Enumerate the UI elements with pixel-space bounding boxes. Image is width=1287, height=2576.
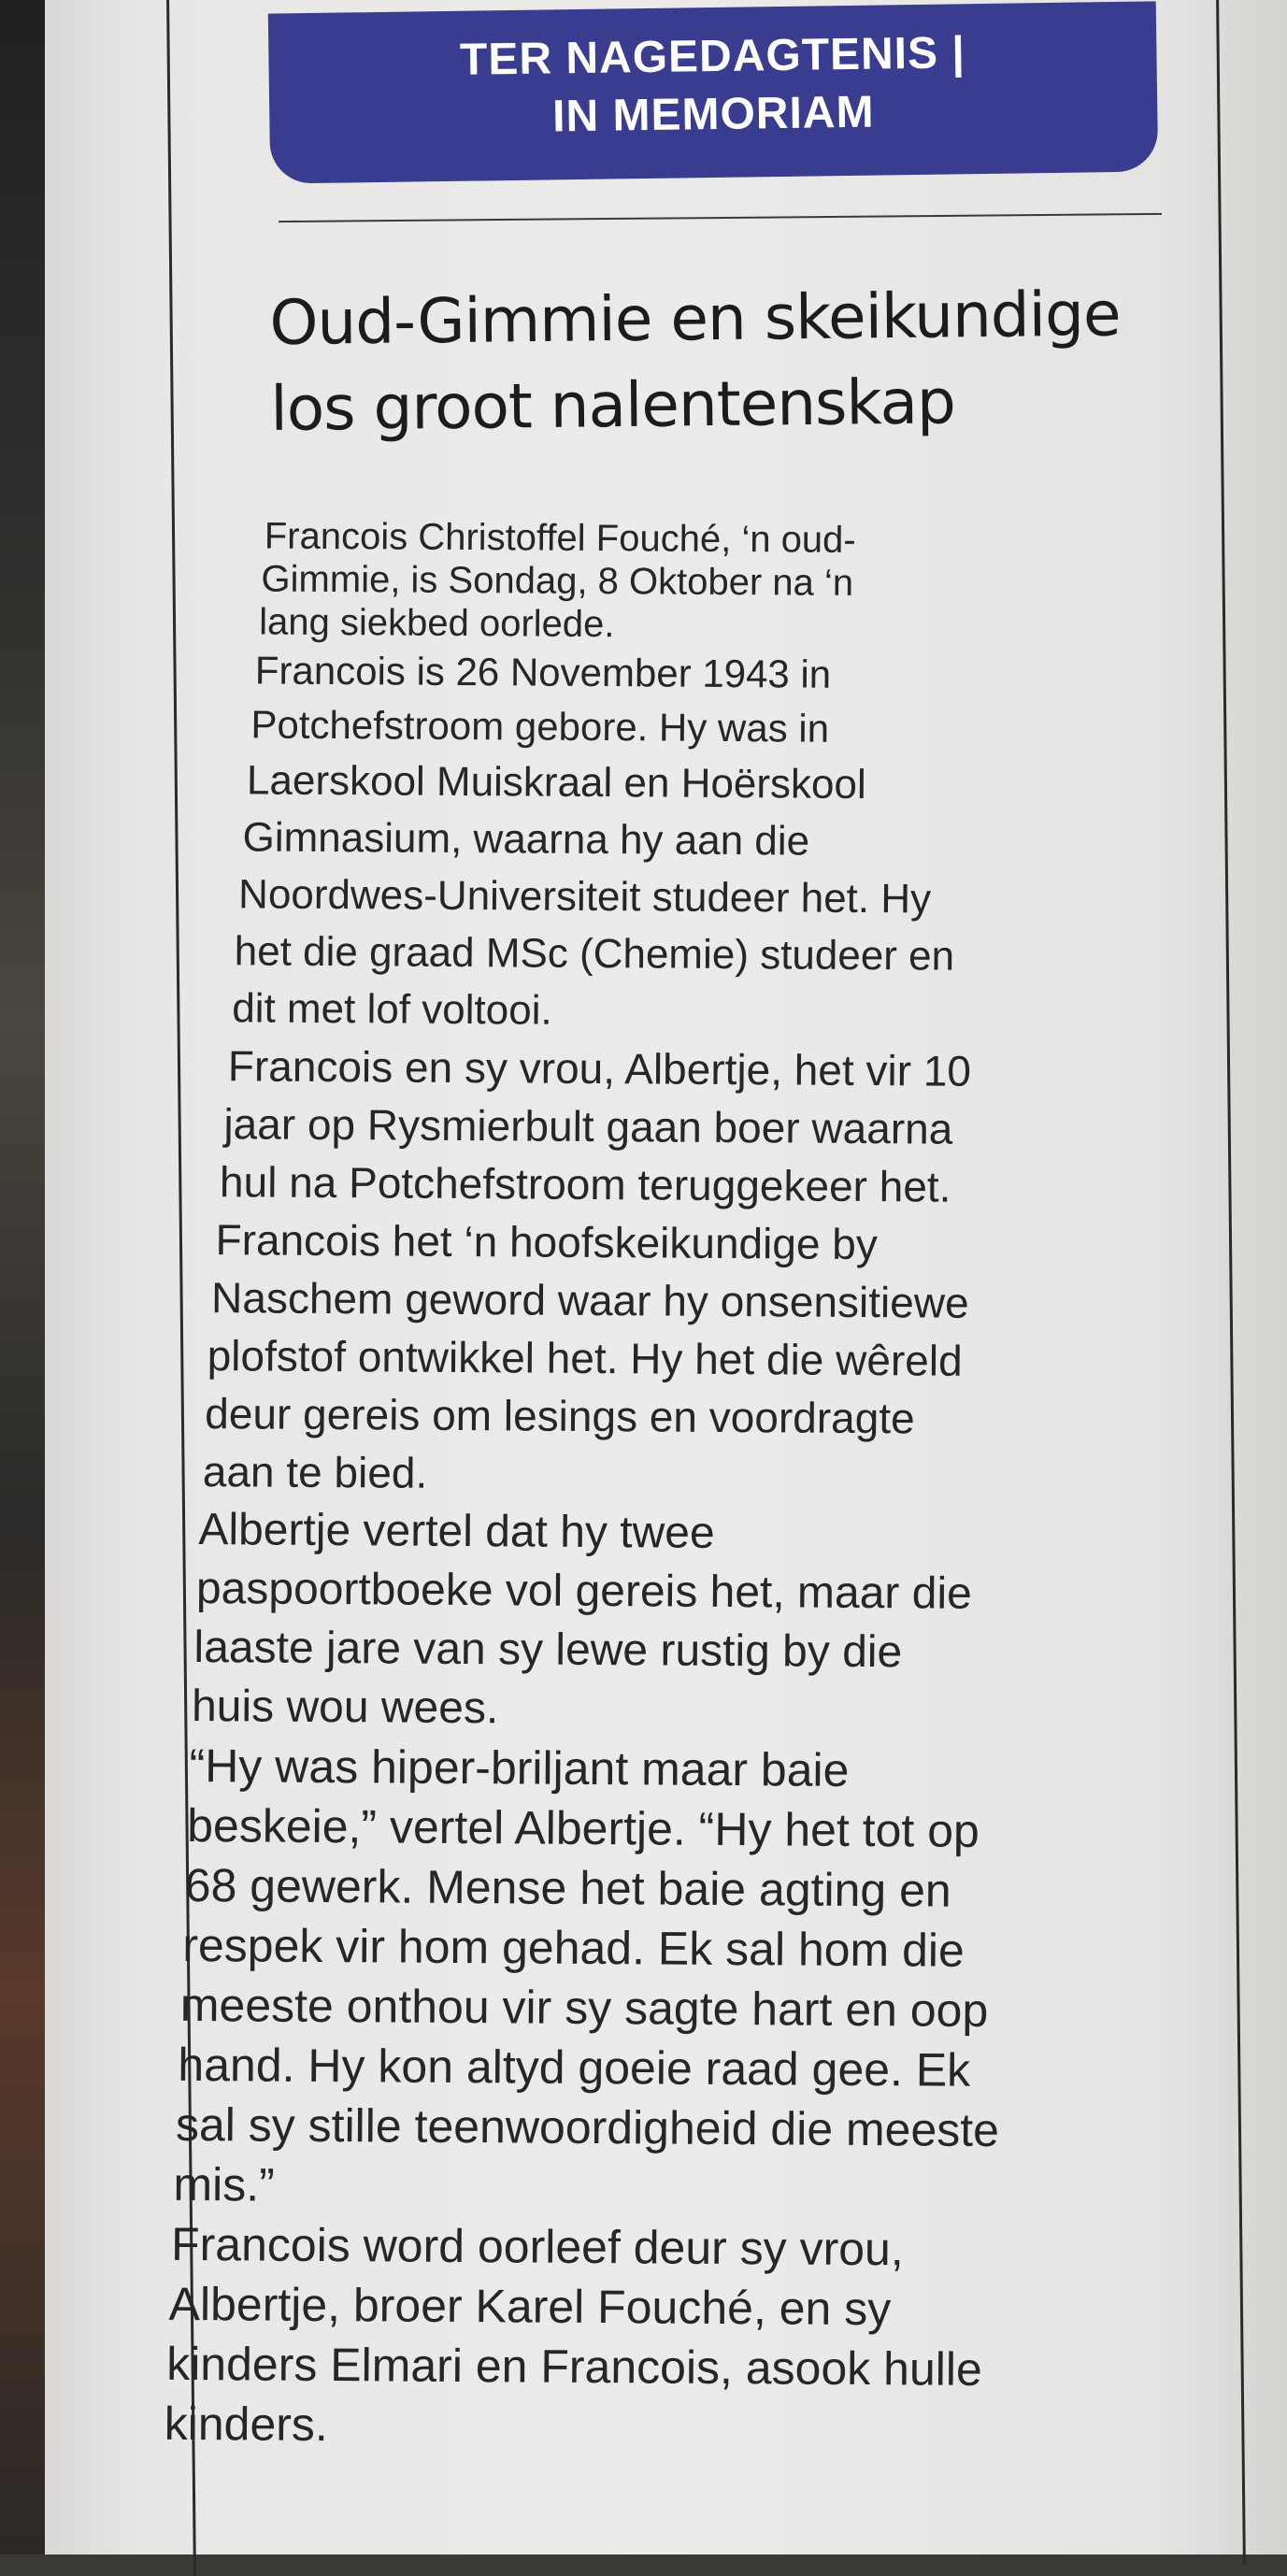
body-line: plofstof ontwikkel het. Hy het die wêreld: [207, 1331, 963, 1385]
body-line: dit met lof voltooi.: [232, 985, 552, 1034]
body-line: laaste jare van sy lewe rustig by die: [193, 1623, 903, 1678]
body-line: Naschem geword waar hy onsensitiewe: [210, 1273, 969, 1327]
body-line: kinders Elmari en Francois, asook hulle: [165, 2337, 982, 2396]
body-line: Potchefstroom gebore. Hy was in: [250, 702, 830, 751]
body-line: respek vir hom gehad. Ek sal hom die: [182, 1918, 965, 1977]
body-line: Laerskool Muiskraal en Hoërskool: [246, 757, 866, 809]
body-line: hand. Hy kon altyd goeie raad gee. Ek: [178, 2038, 971, 2097]
body-line: sal sy stille teenwoordigheid die meeste: [175, 2097, 1000, 2157]
body-line: Gimnasium, waarna hy aan die: [242, 814, 810, 865]
headline-line-2: los groot nalentenskap: [270, 365, 956, 445]
body-line: deur gereis om lesings en voordragte: [205, 1389, 915, 1443]
body-line: mis.”: [173, 2157, 276, 2211]
body-line: aan te bied.: [202, 1447, 428, 1497]
banner-line-1: TER NAGEDAGTENIS |: [459, 28, 966, 85]
body-line: jaar op Rysmierbult gaan boer waarna: [223, 1099, 953, 1153]
body-line: Albertje, broer Karel Fouché, en sy: [168, 2277, 892, 2336]
body-line: kinders.: [164, 2397, 329, 2452]
body-line: Francois het ‘n hoofskeikundige by: [215, 1215, 879, 1269]
body-line: 68 gewerk. Mense het baie agting en: [184, 1858, 951, 1917]
body-line: meeste onthou vir sy sagte hart en oop: [179, 1978, 989, 2037]
article-body: [164, 514, 1213, 2461]
body-line: Francois word oorleef deur sy vrou,: [170, 2217, 904, 2276]
headline-line-1: Oud-Gimmie en skeikundige: [269, 278, 1121, 359]
body-line: Albertje vertel dat hy twee: [198, 1505, 715, 1558]
body-line: lang siekbed oorlede.: [259, 601, 615, 646]
body-line: Francois is 26 November 1943 in: [254, 648, 832, 696]
body-line: Gimmie, is Sondag, 8 Oktober na ‘n: [261, 558, 854, 604]
article-headline: [269, 271, 1187, 452]
section-banner: [268, 1, 1158, 183]
body-line: hul na Potchefstroom teruggekeer het.: [219, 1157, 951, 1211]
body-line: Francois Christoffel Fouché, ‘n oud-: [264, 515, 856, 561]
body-line: Noordwes-Universiteit studeer het. Hy: [237, 871, 932, 923]
body-line: paspoortboeke vol gereis het, maar die: [195, 1564, 972, 1619]
newspaper-page: [45, 0, 1287, 2555]
body-line: het die graad MSc (Chemie) studeer en: [234, 928, 955, 980]
body-line: Francois en sy vrou, Albertje, het vir 10: [227, 1041, 972, 1095]
body-line: huis wou wees.: [191, 1682, 499, 1734]
body-line: “Hy was hiper-briljant maar baie: [189, 1739, 850, 1796]
banner-line-2: IN MEMORIAM: [551, 87, 875, 142]
body-line: beskeie,” vertel Albertje. “Hy het tot op: [187, 1798, 980, 1857]
